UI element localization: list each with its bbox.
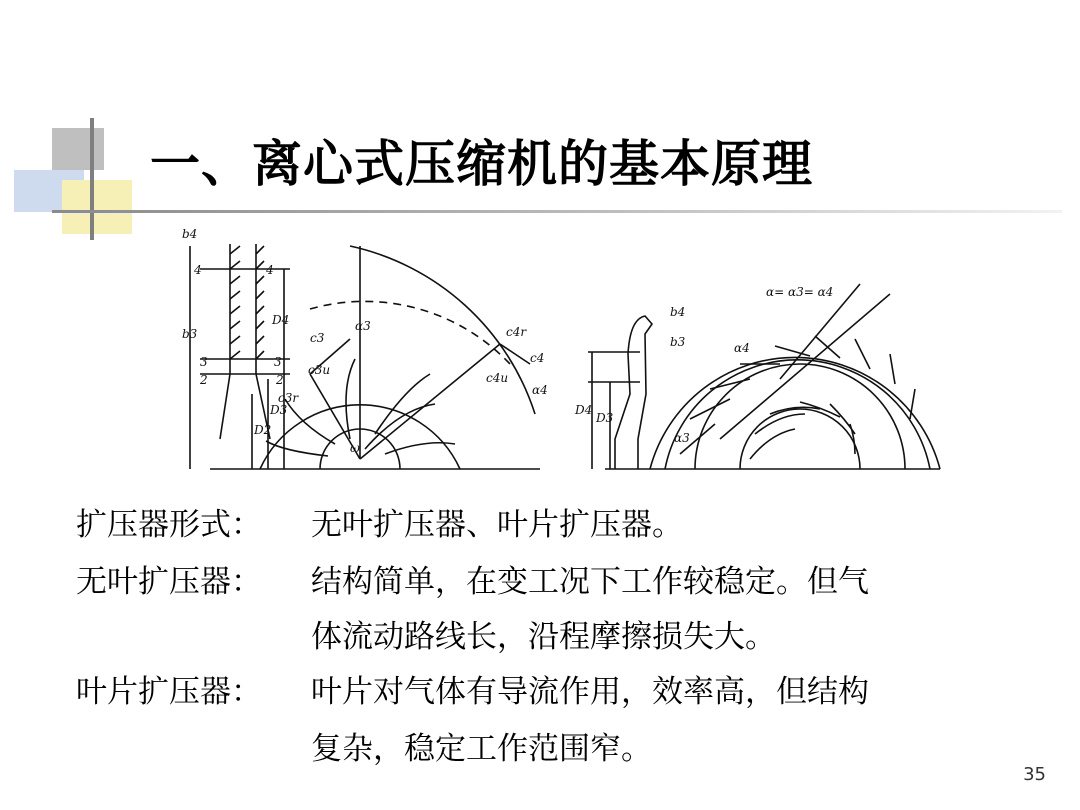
label-b4: b4: [182, 227, 198, 241]
label-right-alpha3: α3: [674, 431, 690, 445]
text-vaneless-diffuser: 结构简单，在变工况下工作较稳定。但气: [311, 564, 869, 600]
label-c3r: c3r: [278, 391, 299, 405]
label-c4r: c4r: [506, 325, 527, 339]
label-D3: D3: [270, 403, 288, 417]
term-vaneless-diffuser: 无叶扩压器：: [76, 564, 262, 600]
term-vaned-diffuser: 叶片扩压器：: [76, 674, 262, 710]
label-D2: D2: [254, 423, 272, 437]
compressor-diagram-svg: [160, 224, 960, 484]
label-4-left: 4: [194, 263, 202, 277]
decor-vertical-line: [90, 118, 94, 240]
label-omega: ω: [350, 441, 360, 455]
text-vaned-diffuser: 叶片对气体有导流作用，效率高，但结构: [311, 674, 869, 710]
label-2-left: 2: [200, 373, 208, 387]
label-alpha3: α3: [355, 319, 371, 333]
label-b3: b3: [182, 327, 198, 341]
label-alpha4: α4: [532, 383, 548, 397]
decor-square-gray: [52, 128, 104, 170]
label-right-D4: D4: [575, 403, 593, 417]
title-underline: [52, 210, 1062, 213]
decor-square-yellow: [62, 180, 132, 234]
label-3-left: 3: [200, 355, 208, 369]
label-c3: c3: [310, 331, 325, 345]
label-3-right: 3: [274, 355, 282, 369]
label-D4: D4: [272, 313, 290, 327]
line-vaned-continued: 复杂，稳定工作范围窄。: [311, 731, 652, 767]
line-diffuser-types: [76, 505, 683, 545]
line-vaned-diffuser: [76, 672, 869, 712]
label-right-b3: b3: [670, 335, 686, 349]
label-c3u: c3u: [308, 363, 331, 377]
label-right-b4: b4: [670, 305, 686, 319]
page-number: 35: [1023, 764, 1046, 785]
text-diffuser-types: 无叶扩压器、叶片扩压器。: [311, 507, 683, 543]
line-vaneless-diffuser: [76, 562, 869, 602]
label-c4: c4: [530, 351, 545, 365]
line-vaneless-continued: 体流动路线长，沿程摩擦损失大。: [311, 619, 776, 655]
label-right-equation: α= α3= α4: [766, 285, 834, 299]
slide-title: 一、离心式压缩机的基本原理: [150, 134, 813, 193]
label-4-right: 4: [266, 263, 274, 277]
label-2-right: 2: [276, 373, 284, 387]
label-right-alpha4: α4: [734, 341, 750, 355]
label-right-D3: D3: [596, 411, 614, 425]
label-c4u: c4u: [486, 371, 509, 385]
term-diffuser-types: 扩压器形式：: [76, 507, 262, 543]
compressor-diagram: [160, 224, 960, 484]
